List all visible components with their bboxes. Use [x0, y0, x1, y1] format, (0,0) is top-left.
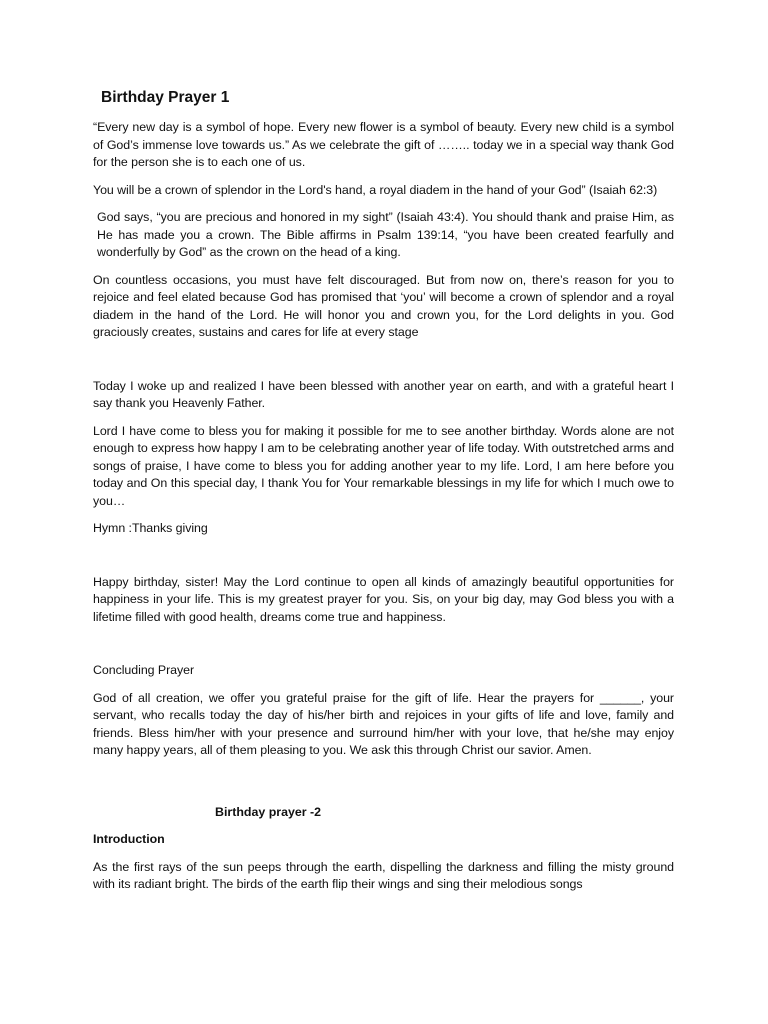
page-title: Birthday Prayer 1	[101, 89, 230, 106]
document-body	[93, 88, 674, 894]
introduction-heading: Introduction	[93, 832, 165, 846]
paragraph-concluding-prayer: God of all creation, we offer you grateful praise for the gift of life. Hear the prayers for ______, your servant, who recalls today the day of his/her birth and rejoices in your gifts of life and love, family and friends. Bless him/her with your presence and surround him/her with your love, that he/she may enjoy many happy years, all of them pleasing to you. We ask this through Christ our savior. Amen.	[93, 690, 674, 757]
section-title-prayer-2: Birthday prayer -2	[215, 804, 322, 819]
paragraph-precious-honored: God says, “you are precious and honored in my sight” (Isaiah 43:4). You should thank and praise Him, as He has made you a crown. The Bible affirms in Psalm 139:14, “you have been created fearfully and wonderfully by God” as the crown on the head of a king.	[97, 210, 674, 259]
paragraph-happy-birthday-sister: Happy birthday, sister! May the Lord continue to open all kinds of amazingly beautiful opportunities for happiness in your life. This is my greatest prayer for you. Sis, on your big day, may God bless you with a lifetime filled with good health, dreams come true and happiness.	[93, 574, 674, 624]
paragraph-intro-quote: “Every new day is a symbol of hope. Every new flower is a symbol of beauty. Every new child is a symbol of God’s immense love towards us.” As we celebrate the gift of …….. today we in a special way thank God for the person she is to each one of us.	[93, 120, 674, 169]
paragraph-woke-up: Today I woke up and realized I have been blessed with another year on earth, and with a grateful heart I say thank you Heavenly Father.	[93, 378, 674, 410]
paragraph-first-rays: As the first rays of the sun peeps through the earth, dispelling the darkness and filling the misty ground with its radiant bright. The birds of the earth flip their wings and sing their melodious songs	[93, 859, 674, 891]
hymn-line: Hymn :Thanks giving	[93, 521, 208, 535]
concluding-prayer-heading: Concluding Prayer	[93, 663, 195, 677]
paragraph-lord-bless: Lord I have come to bless you for making it possible for me to see another birthday. Words alone are not enough to express how happy I am to be celebrating another year of life today. With outstretched arms and songs of praise, I have come to bless you for adding another year to my life. Lord, I am here before you today and On this special day, I thank You for Your remarkable blessings in my life for which I much owe to you…	[93, 423, 674, 508]
paragraph-countless-occasions: On countless occasions, you must have felt discouraged. But from now on, there’s reason for you to rejoice and feel elated because God has promised that ‘you’ will become a crown of splendor and a royal diadem in the hand of the Lord. He will honor you and crown you, for the Lord delights in you. God graciously creates, sustains and cares for life at every stage	[93, 272, 674, 339]
paragraph-isaiah-62: You will be a crown of splendor in the Lord's hand, a royal diadem in the hand of your God” (Isaiah 62:3)	[93, 182, 658, 197]
